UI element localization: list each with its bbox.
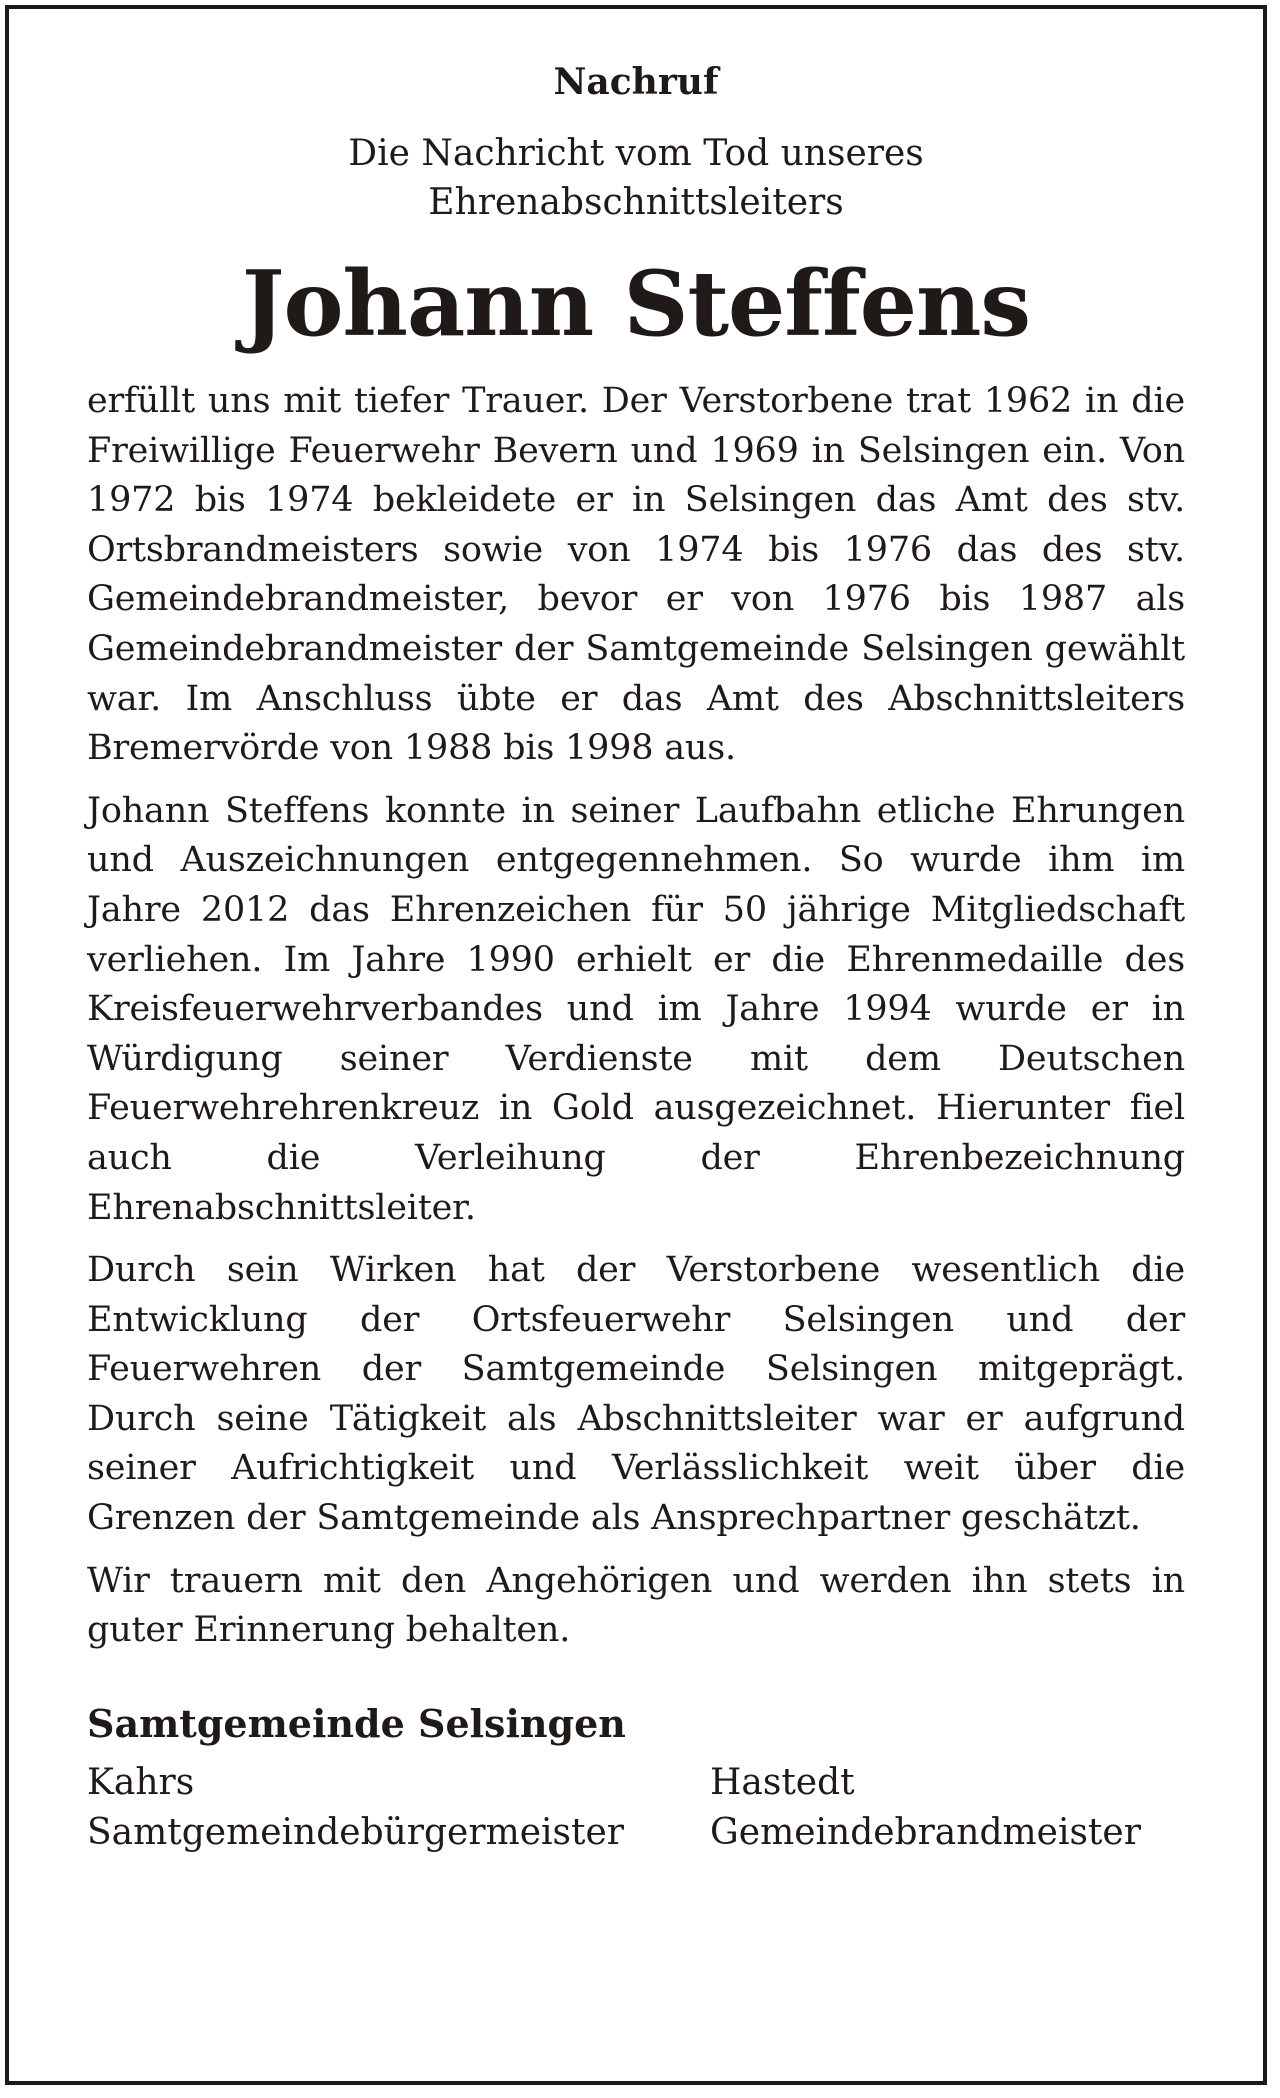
signatory-right	[710, 1758, 1185, 1858]
obituary-frame	[5, 5, 1267, 2085]
deceased-name: Johann Steffens	[241, 251, 1031, 357]
body-paragraph-honors: Johann Steffens konnte in seiner Laufbahn etliche Ehrungen und Auszeichnungen entgegennehmen. So wurde ihm im Jahre 2012 das Ehrenzeichen für 50 jährige Mitgliedschaft verliehen. Im Jahre 1990 erhielt er die Ehrenmedaille des Kreisfeuerwehrverbandes und im Jahre 1994 wurde er in Würdigung seiner Verdienste mit dem Deutschen Feuerwehrehrenkreuz in Gold ausgezeichnet. Hierunter fiel auch die Verleihung der Ehrenbezeichnung Ehrenabschnittsleiter.	[87, 790, 1185, 1228]
intro-line-1: Die Nachricht vom Tod unseres	[348, 133, 924, 174]
obituary-heading: Nachruf	[553, 61, 719, 103]
signatory-left	[87, 1758, 624, 1858]
signatories	[87, 1758, 1185, 1858]
intro-line-2: Ehrenabschnittsleiters	[428, 182, 844, 223]
body-paragraph-impact: Durch sein Wirken hat der Verstorbene wesentlich die Entwicklung der Ortsfeuerwehr Selsingen und der Feuerwehren der Samtgemeinde Selsingen mitgeprägt. Durch seine Tätigkeit als Abschnittsleiter war er aufgrund seiner Aufrichtigkeit und Verlässlichkeit weit über die Grenzen der Samtgemeinde als Ansprechpartner geschätzt.	[87, 1250, 1185, 1539]
signatory-name: Kahrs	[87, 1761, 195, 1803]
signatory-title: Samtgemeindebürgermeister	[87, 1811, 624, 1853]
obituary-content	[87, 61, 1185, 1858]
body-paragraph-career: erfüllt uns mit tiefer Trauer. Der Verstorbene trat 1962 in die Freiwillige Feuerwehr Bevern und 1969 in Selsingen ein. Von 1972 bis 1974 bekleidete er in Selsingen das Amt des stv. Ortsbrandmeisters sowie von 1974 bis 1976 das des stv. Gemeindebrandmeister, bevor er von 1976 bis 1987 als Gemeindebrandmeister der Samtgemeinde Selsingen gewählt war. Im Anschluss übte er das Amt des Abschnittsleiters Bremervörde von 1988 bis 1998 aus.	[87, 381, 1185, 769]
signatory-name: Hastedt	[710, 1761, 855, 1803]
signatory-title: Gemeindebrandmeister	[710, 1811, 1141, 1853]
body-paragraph-mourning: Wir trauern mit den Angehörigen und werden ihn stets in guter Erinnerung behalten.	[87, 1560, 1185, 1651]
organization-name: Samtgemeinde Selsingen	[87, 1700, 626, 1746]
